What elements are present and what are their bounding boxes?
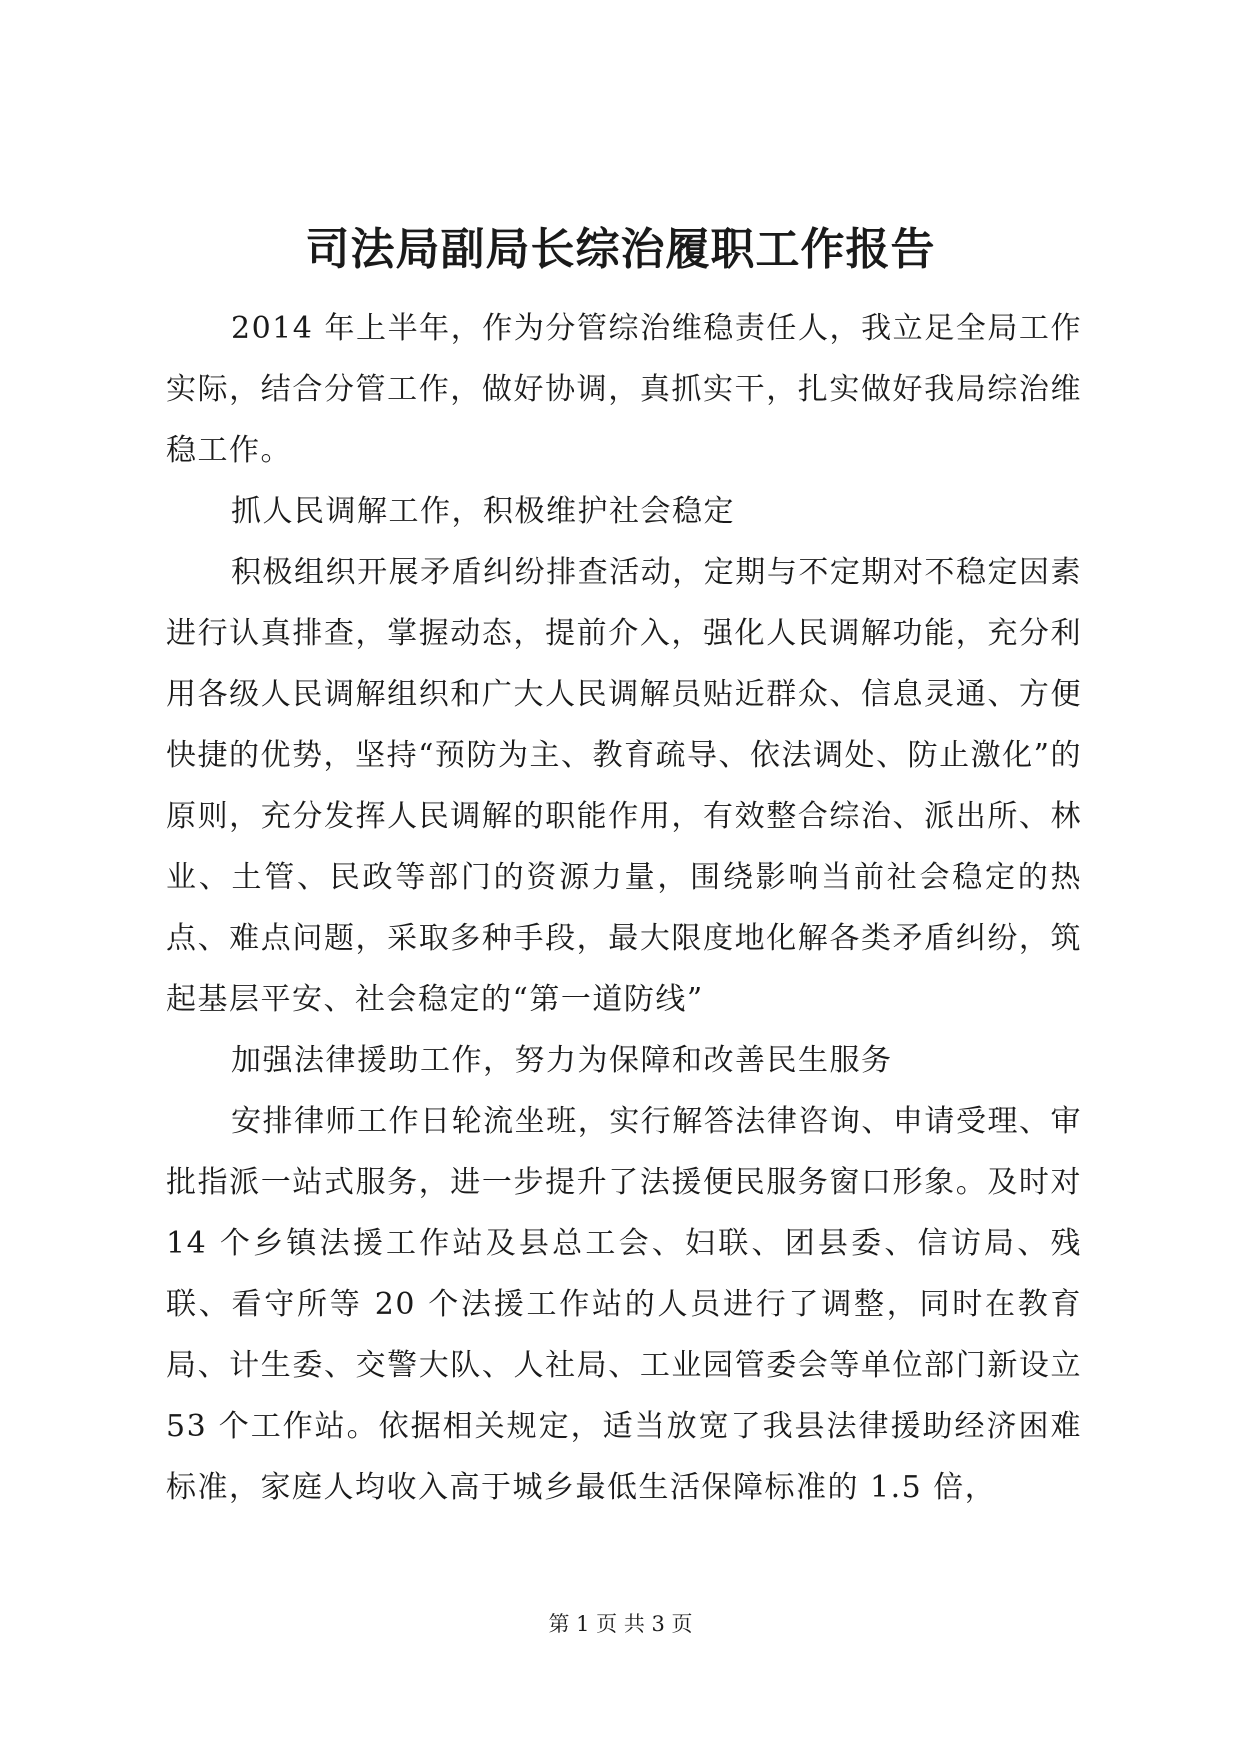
paragraph-mediation: 积极组织开展矛盾纠纷排查活动，定期与不定期对不稳定因素进行认真排查，掌握动态，提前介入，强化人民调解功能，充分利用各级人民调解组织和广大人民调解员贴近群众、信息灵通、方便快捷的优势，坚持“预防为主、教育疏导、依法调处、防止激化”的原则，充分发挥人民调解的职能作用，有效整合综治、派出所、林业、土管、民政等部门的资源力量，围绕影响当前社会稳定的热点、难点问题，采取多种手段，最大限度地化解各类矛盾纠纷，筑起基层平安、社会稳定的“第一道防线” [166, 555, 1082, 1017]
section-heading-legal-aid: 加强法律援助工作，努力为保障和改善民生服务 [231, 1043, 893, 1078]
document-title: 司法局副局长综治履职工作报告 [305, 224, 936, 275]
section-heading-mediation: 抓人民调解工作，积极维护社会稳定 [231, 494, 735, 529]
document-body [166, 298, 1082, 1518]
page-footer: 第 1 页 共 3 页 [548, 1612, 693, 1636]
paragraph-legal-aid: 安排律师工作日轮流坐班，实行解答法律咨询、申请受理、审批指派一站式服务，进一步提升了法援便民服务窗口形象。及时对 14 个乡镇法援工作站及县总工会、妇联、团县委、信访局、残联、看守所等 20 个法援工作站的人员进行了调整，同时在教育局、计生委、交警大队、人社局、工业园管委会等单位部门新设立 53 个工作站。依据相关规定，适当放宽了我县法律援助经济困难标准，家庭人均收入高于城乡最低生活保障标准的 1.5 倍， [166, 1104, 1082, 1505]
paragraph-intro: 2014 年上半年，作为分管综治维稳责任人，我立足全局工作实际，结合分管工作，做好协调，真抓实干，扎实做好我局综治维稳工作。 [166, 311, 1082, 468]
